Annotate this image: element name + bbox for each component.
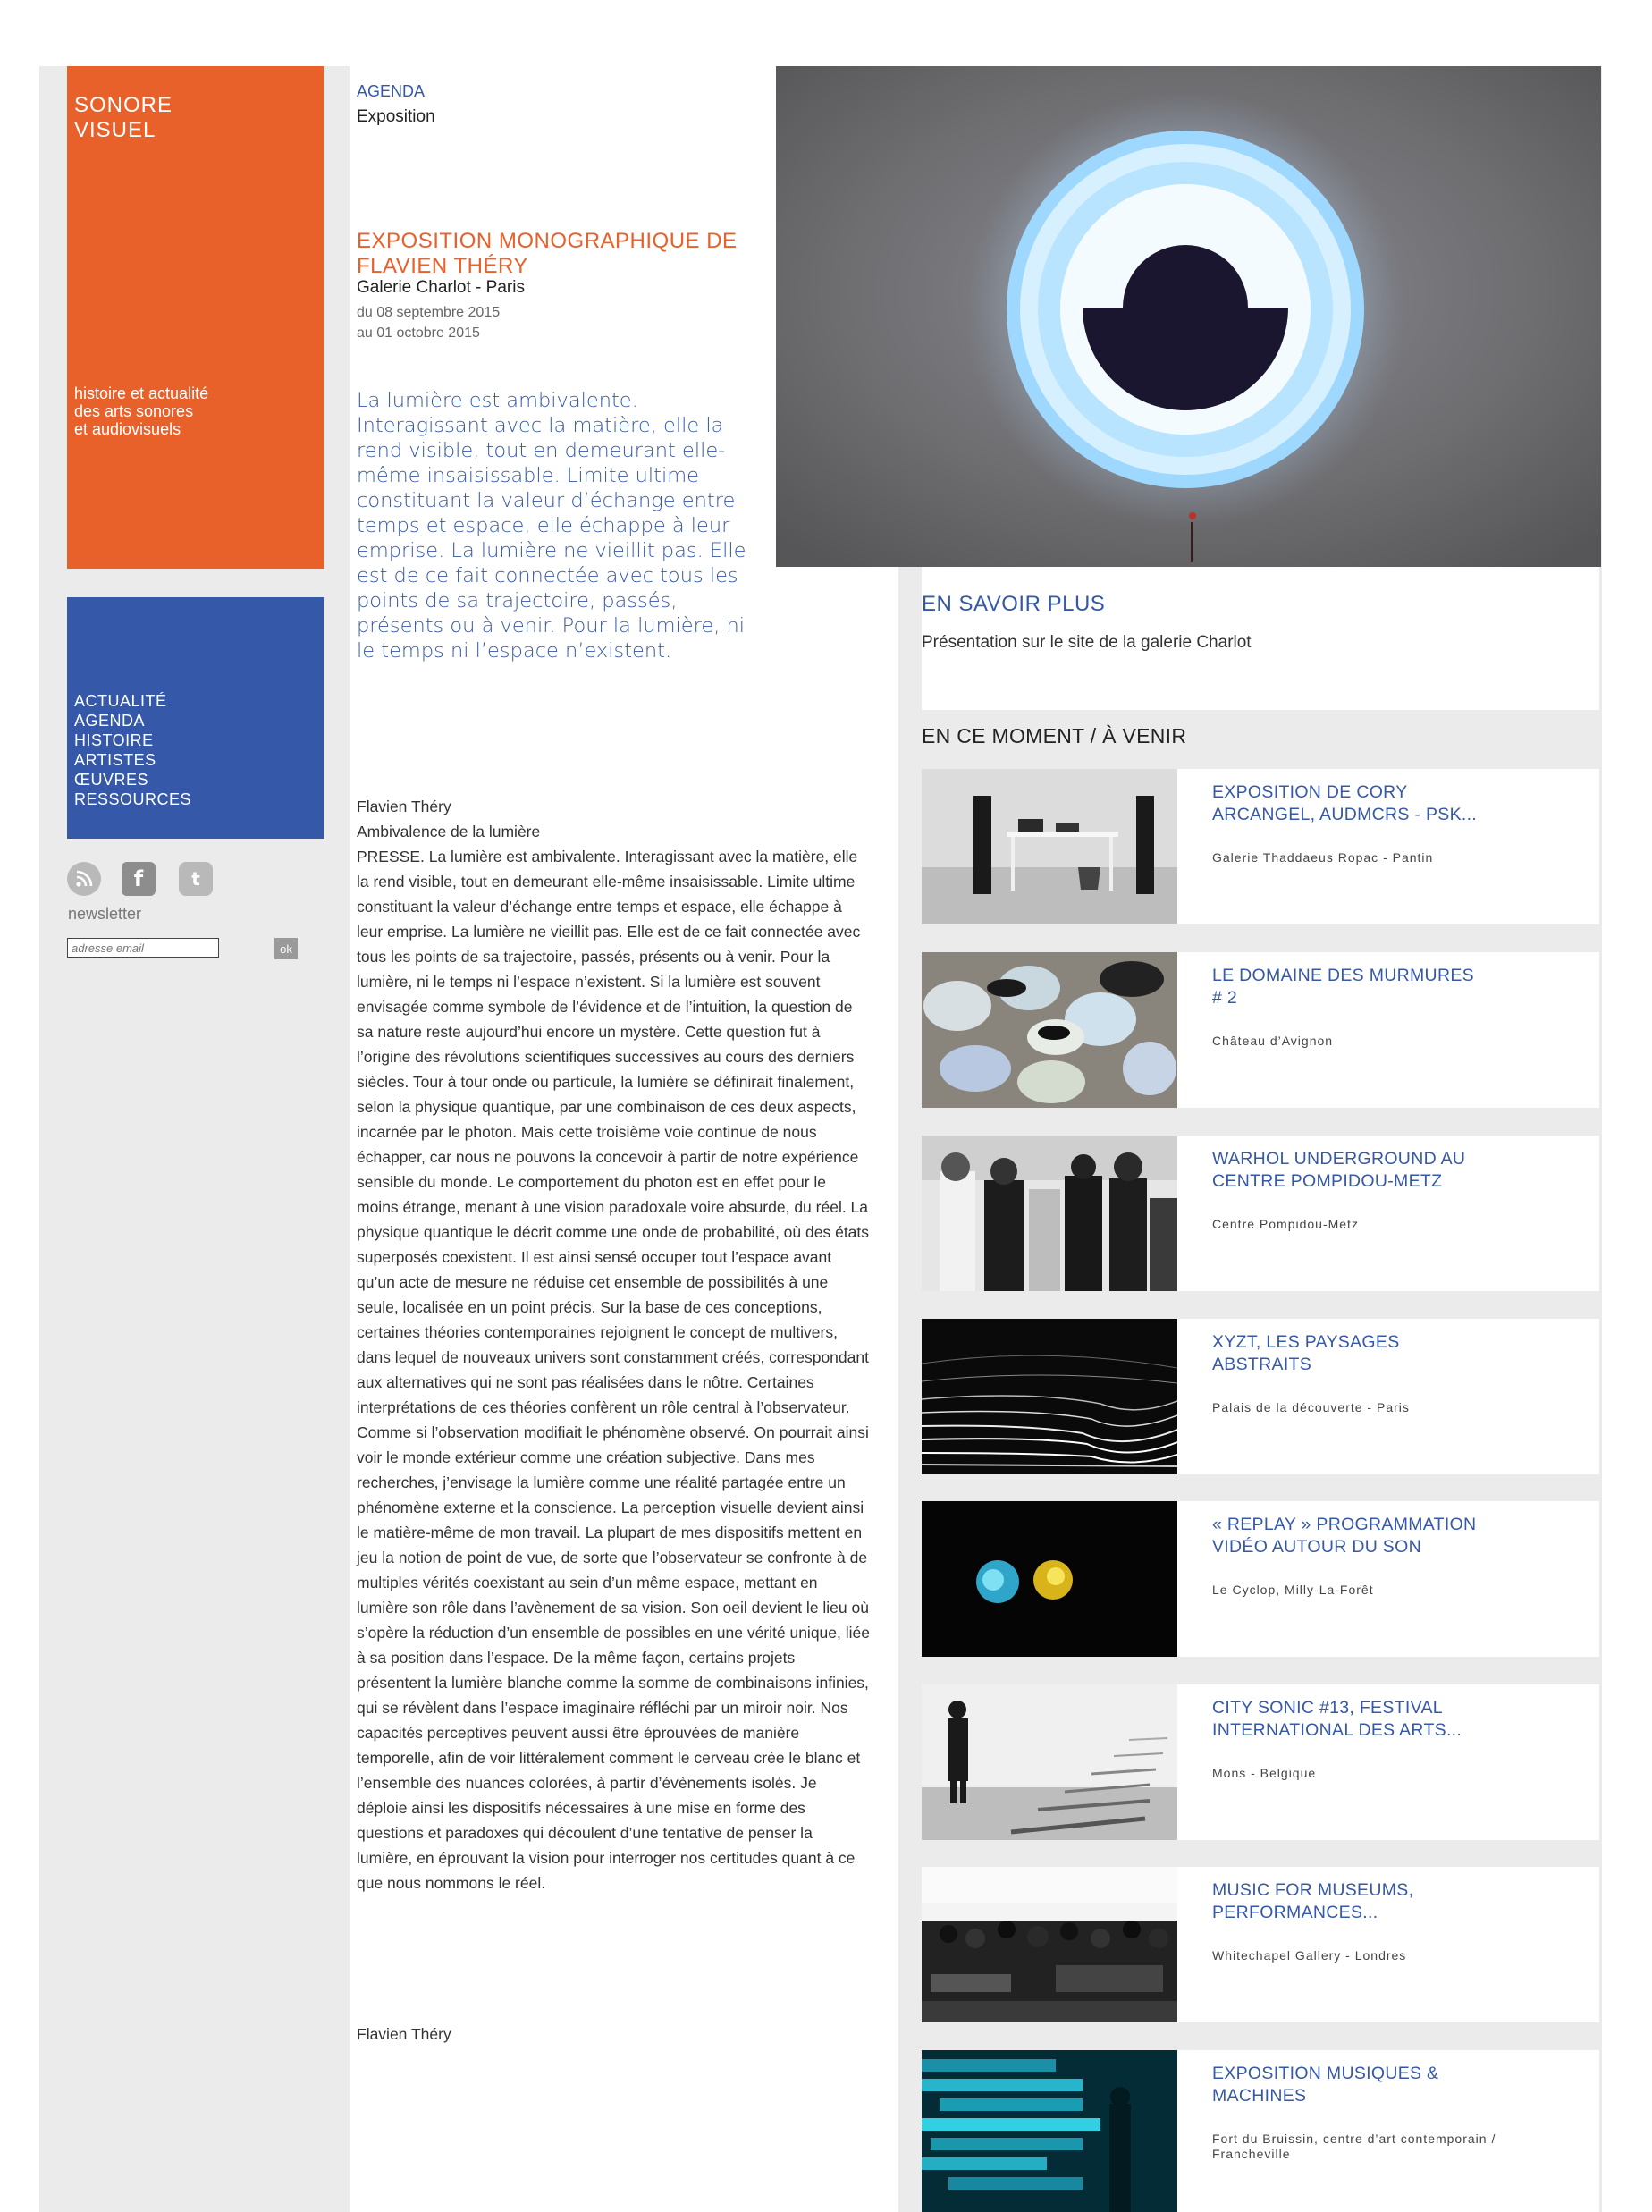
card-title[interactable]: MUSIC FOR MUSEUMS, PERFORMANCES...: [1212, 1880, 1414, 1922]
article-signoff: Flavien Théry: [357, 2025, 451, 2043]
site-header-block: [67, 66, 324, 569]
logo-line-2: VISUEL: [74, 118, 156, 142]
card-thumbnail[interactable]: [922, 769, 1177, 924]
card-title[interactable]: XYZT, LES PAYSAGES ABSTRAITS: [1212, 1332, 1400, 1374]
card-thumbnail[interactable]: [922, 1684, 1177, 1840]
card-title[interactable]: LE DOMAINE DES MURMURES # 2: [1212, 966, 1474, 1008]
card-thumbnail[interactable]: [922, 1501, 1177, 1657]
section-breadcrumb[interactable]: AGENDA: [357, 82, 426, 100]
card-title[interactable]: CITY SONIC #13, FESTIVAL INTERNATIONAL DES ARTS...: [1212, 1698, 1462, 1740]
card-venue: Centre Pompidou-Metz: [1212, 1217, 1359, 1231]
nav-item-artistes[interactable]: ARTISTES: [74, 751, 156, 769]
article-subtitle: Ambivalence de la lumière: [357, 823, 541, 840]
newsletter-email-input[interactable]: [67, 938, 219, 958]
nav-item-actualite[interactable]: ACTUALITÉ: [74, 692, 167, 710]
more-info-link[interactable]: Présentation sur le site de la galerie Charlot: [922, 633, 1252, 652]
card-title[interactable]: WARHOL UNDERGROUND AU CENTRE POMPIDOU-METZ: [1212, 1149, 1466, 1191]
upcoming-card[interactable]: [922, 1501, 1599, 1657]
card-title[interactable]: « REPLAY » PROGRAMMATION VIDÉO AUTOUR DU SON: [1212, 1515, 1477, 1557]
date-to: au 01 octobre 2015: [357, 325, 480, 341]
upcoming-card[interactable]: [922, 1136, 1599, 1291]
nav-item-ressources[interactable]: RESSOURCES: [74, 790, 192, 808]
card-venue: Le Cyclop, Milly-La-Forêt: [1212, 1583, 1374, 1597]
upcoming-heading: EN CE MOMENT / À VENIR: [922, 724, 1187, 747]
event-category: Exposition: [357, 107, 435, 126]
upcoming-card[interactable]: [922, 1319, 1599, 1474]
card-thumbnail[interactable]: [922, 1136, 1177, 1291]
upcoming-card[interactable]: [922, 1684, 1599, 1840]
event-lead: La lumière est ambivalente. Interagissant avec la matière, elle la rend visible, tout en demeurant elle-même insaisissable. Limite ultime constituant la valeur d’échange entre temps et espace, elle échappe à leur emprise. La lumière ne vieillit pas. Elle est de ce fait connectée avec tous les points de sa trajectoire, passés, présents ou à venir. Pour la lumière, ni le temps ni l’espace n’existent.: [357, 389, 746, 663]
site-tagline: [74, 384, 208, 438]
card-title[interactable]: EXPOSITION DE CORY ARCANGEL, AUDMCRS - PSK...: [1212, 782, 1478, 824]
nav-item-agenda[interactable]: AGENDA: [74, 712, 146, 730]
newsletter-label: newsletter: [68, 905, 142, 923]
hero-image: [776, 66, 1601, 567]
card-title[interactable]: EXPOSITION MUSIQUES & MACHINES: [1212, 2064, 1439, 2106]
card-thumbnail[interactable]: [922, 2050, 1177, 2212]
card-thumbnail[interactable]: [922, 1319, 1177, 1474]
card-thumbnail[interactable]: [922, 952, 1177, 1108]
card-venue: Palais de la découverte - Paris: [1212, 1400, 1410, 1414]
card-venue: Galerie Thaddaeus Ropac - Pantin: [1212, 850, 1434, 865]
article-text: PRESSE. La lumière est ambivalente. Interagissant avec la matière, elle la rend visible, tout en demeurant elle-même insaisissable. Limite ultime constituant la valeur d’échange entre temps et espace, elle échappe à leur emprise. La lumière ne vieillit pas. Elle est de ce fait connectée avec tous les points de sa trajectoire, passés, présents ou à venir. Pour la lumière, ni le temps ni l’espace n’existent. Si la lumière est souvent envisagée comme symbole de l’évidence et de l’intuition, la question de sa nature reste aujourd’hui encore un mystère. Cette question fut à l’origine des révolutions scientifiques successives au cours des derniers siècles. Tour à tour onde ou particule, la lumière se définirait finalement, selon la physique quantique, par une combinaison de ces deux aspects, incarnée par le photon. Mais cette troisième voie continue de nous échapper, car nous ne pouvons la concevoir à partir de notre expérience sensible du monde. Le comportement du photon est en effet pour le moins étrange, menant à une vision paradoxale voire absurde, du réel. La physique quantique le décrit comme une onde de probabilité, où des états superposés coexistent. Il est ainsi sensé occuper tout l’espace avant qu’un acte de mesure ne réduise cet ensemble de possibilités à une seule, localisée en un point précis. Sur la base de ces conceptions, certaines théories contemporaines rejoignent le concept de multivers, dans lequel de nouveaux univers sont constamment créés, correspondant aux alternatives qui ne sont pas réalisées dans le nôtre. Certaines interprétations de ces théories confèrent un rôle central à l’observateur. Comme si l’observation modifiait le phénomène observé. On pourrait ainsi voir le monde extérieur comme une création subjective. Dans mes recherches, j’envisage la lumière comme une réalité partagée entre un phénomène externe et la conscience. La perception visuelle devient ainsi le matière-même de mon travail. La plupart de mes dispositifs mettent en jeu la notion de point de vue, de sorte que l’observateur se confronte à de multiples vérités coexistant au sein d’un même espace, mettant en lumière son rôle dans l’avènement de sa vision. Son oeil devient le lieu où s’opère la réduction d’un ensemble de possibles en une vérité unique, liée à sa position dans l’espace. De la même façon, certains projets présentent la lumière blanche comme la somme de combinaisons infinies, qui se révèlent dans l’espace imaginaire réfléchi par un miroir noir. Nos capacités perceptives peuvent aussi être éprouvées de manière temporelle, afin de voir littéralement comment le cerveau crée le blanc et l’ensemble des nuances colorées, à partir d’évènements isolés. Je déploie ainsi les dispositifs nécessaires à une mise en forme des questions et paradoxes qui découlent d’une tentative de penser la lumière, en éprouvant la vision pour interroger nos certitudes quant à ce que nous nommons le réel.: [357, 848, 870, 1892]
nav-item-oeuvres[interactable]: ŒUVRES: [74, 771, 149, 789]
card-venue: Mons - Belgique: [1212, 1766, 1317, 1780]
card-venue: Whitechapel Gallery - Londres: [1212, 1948, 1407, 1963]
tagline-line: et audiovisuels: [74, 420, 181, 438]
card-venue: Fort du Bruissin, centre d’art contemporain / Francheville: [1212, 2132, 1496, 2161]
date-from: du 08 septembre 2015: [357, 305, 501, 320]
more-info-box: [922, 567, 1599, 710]
event-venue: Galerie Charlot - Paris: [357, 278, 525, 297]
article-author: Flavien Théry: [357, 798, 451, 815]
upcoming-card[interactable]: [922, 769, 1599, 924]
more-info-heading: EN SAVOIR PLUS: [922, 592, 1106, 616]
tagline-line: des arts sonores: [74, 402, 194, 420]
twitter-icon[interactable]: t: [179, 862, 213, 896]
nav-item-histoire[interactable]: HISTOIRE: [74, 731, 154, 749]
card-thumbnail[interactable]: [922, 1867, 1177, 2022]
event-dates: [357, 302, 500, 343]
rss-icon[interactable]: [67, 862, 101, 896]
card-venue: Château d’Avignon: [1212, 1034, 1334, 1048]
page-title: EXPOSITION MONOGRAPHIQUE DE FLAVIEN THÉRY: [357, 229, 738, 278]
article-body: [357, 794, 871, 1895]
upcoming-card[interactable]: [922, 2050, 1599, 2212]
tagline-line: histoire et actualité: [74, 384, 209, 402]
newsletter-submit-button[interactable]: ok: [274, 938, 298, 959]
upcoming-card[interactable]: [922, 1867, 1599, 2022]
upcoming-card[interactable]: [922, 952, 1599, 1108]
main-nav: [67, 597, 324, 839]
logo-line-1: SONORE: [74, 93, 173, 117]
site-logo[interactable]: [74, 93, 173, 143]
facebook-icon[interactable]: f: [122, 862, 156, 896]
